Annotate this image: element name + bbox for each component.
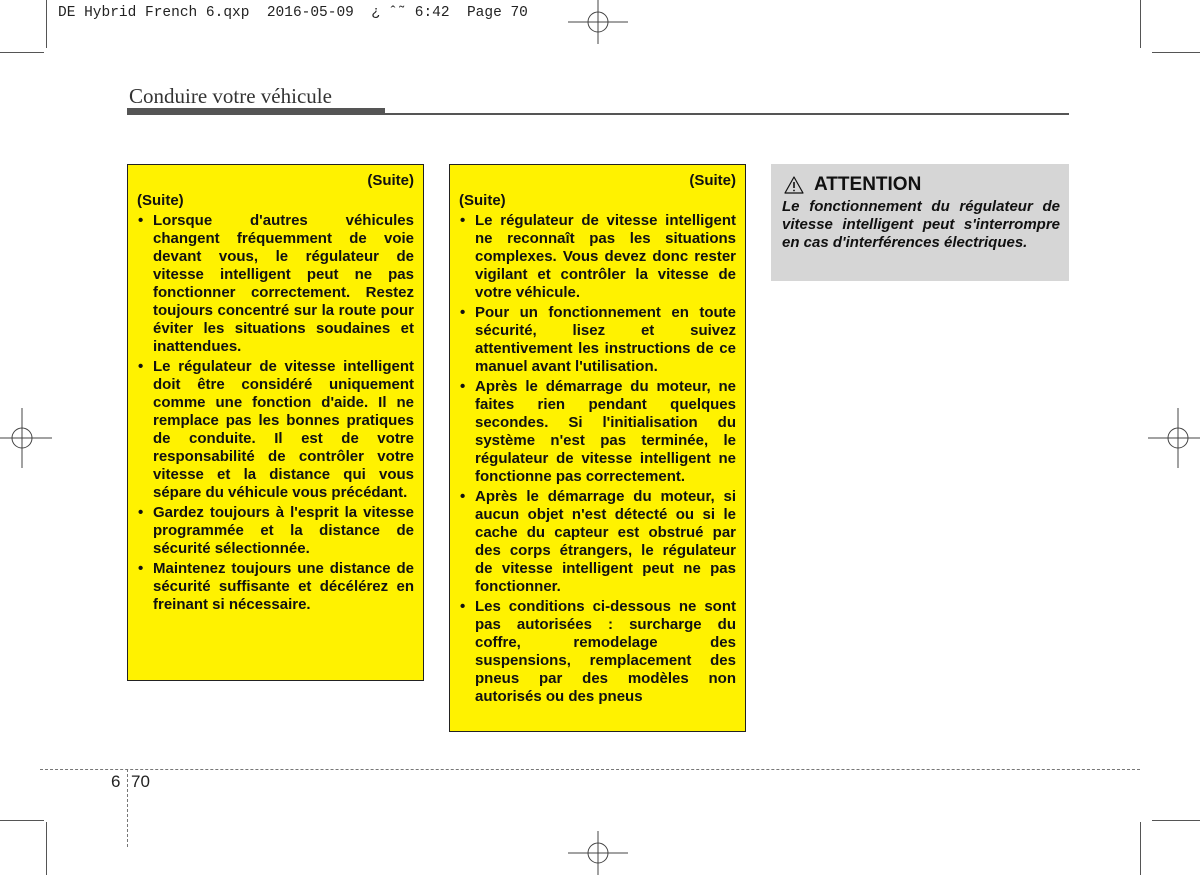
chapter-number: 6 xyxy=(111,772,121,791)
continued-label: (Suite) xyxy=(137,192,184,209)
warning-triangle-icon xyxy=(784,176,804,194)
print-slug: DE Hybrid French 6.qxp 2016-05-09 ¿ ˆ˜ 6:42 Page 70 xyxy=(58,5,528,21)
list-item: • Pour un fonctionnement en toute sécurité, lisez et suivez attentivement les instructions de ce manuel avant l'utilisation. xyxy=(459,304,736,376)
list-item: • Maintenez toujours une distance de sécurité suffisante et décélérez en freinant si nécessaire. xyxy=(137,560,414,614)
section-title: Conduire votre véhicule xyxy=(129,84,332,108)
attention-title: ATTENTION xyxy=(814,174,922,195)
list-item: • Après le démarrage du moteur, si aucun objet n'est détecté ou si le cache du capteur est obstrué par des corps étrangers, le régulateur de vitesse intelligent peut ne pas fonctionner. xyxy=(459,488,736,596)
registration-mark-icon xyxy=(568,823,628,883)
page-number: 70 xyxy=(131,772,150,791)
attention-header xyxy=(782,174,1060,196)
bullet-list xyxy=(137,212,414,614)
title-rule-thin xyxy=(385,113,1069,115)
list-item: • Le régulateur de vitesse intelligent doit être considéré uniquement comme une fonction d'aide. Il ne remplace pas les bonnes pratiques de conduite. Il est de votre responsabilité de contrôler votre vitesse et la distance qui vous sépare du véhicule vous précédant. xyxy=(137,358,414,502)
continued-label: (Suite) xyxy=(459,192,506,209)
continued-label: (Suite) xyxy=(689,172,736,189)
note-box-1 xyxy=(127,164,424,681)
bullet-list xyxy=(459,212,736,706)
footer-divider xyxy=(127,769,128,847)
attention-box xyxy=(771,164,1069,281)
list-item: • Gardez toujours à l'esprit la vitesse programmée et la distance de sécurité sélectionnée. xyxy=(137,504,414,558)
list-item: • Après le démarrage du moteur, ne faites rien pendant quelques secondes. Si l'initialisation du système n'est pas terminée, le régulateur de vitesse intelligent ne fonctionne pas correctement. xyxy=(459,378,736,486)
list-item: • Les conditions ci-dessous ne sont pas autorisées : surcharge du coffre, remodelage des suspensions, remplacement des pneus par des modèles non autorisés ou des pneus xyxy=(459,598,736,706)
note-box-2 xyxy=(449,164,746,732)
attention-text: Le fonctionnement du régulateur de vitesse intelligent peut s'interrompre en cas d'interférences électriques. xyxy=(782,198,1060,251)
registration-mark-icon xyxy=(0,408,52,468)
footer-rule xyxy=(40,769,1140,770)
list-item: • Le régulateur de vitesse intelligent ne reconnaît pas les situations complexes. Vous devez donc rester vigilant et contrôler la vitesse de votre véhicule. xyxy=(459,212,736,302)
list-item: • Lorsque d'autres véhicules changent fréquemment de voie devant vous, le régulateur de vitesse intelligent peut ne pas fonctionner correctement. Restez toujours concentré sur la route pour éviter les situations soudaines et inattendues. xyxy=(137,212,414,356)
continued-label: (Suite) xyxy=(367,172,414,189)
registration-mark-icon xyxy=(568,0,628,52)
registration-mark-icon xyxy=(1148,408,1200,468)
title-rule xyxy=(127,108,385,115)
